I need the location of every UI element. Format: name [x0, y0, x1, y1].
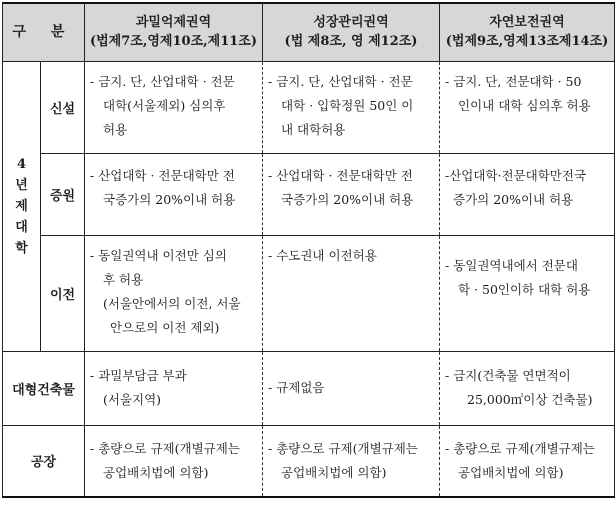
cell-line: 대학 · 입학정원 50인 이 [281, 97, 414, 113]
row-label-text: 공장 [30, 455, 57, 471]
group-label-char: 4 [16, 156, 27, 172]
cell-line: 공업배치법에 의함) [103, 464, 209, 480]
group-label-char: 학 [15, 240, 28, 256]
cell-increase-conservation [440, 153, 615, 235]
group-label-char: 년 [15, 177, 28, 193]
header-col2-title: 성장관리권역 [313, 15, 389, 31]
header-category [3, 3, 85, 61]
table-row-large-buildings [3, 351, 615, 425]
cell-line: - 규제없음 [268, 380, 325, 395]
cell-line: 학 · 50인이하 대학 허용 [458, 281, 591, 297]
table-row-relocation [3, 235, 615, 351]
row-label-increase [41, 153, 85, 235]
cell-line: (서울지역) [103, 392, 162, 407]
cell-relocation-overcrowding [85, 235, 263, 351]
cell-line: - 총량으로 규제(개별규제는 [268, 440, 418, 456]
cell-increase-growth [263, 153, 440, 235]
header-category-label: 구 분 [12, 23, 75, 40]
cell-line: - 금지(건축물 연면적이 [445, 368, 571, 383]
cell-line: - 산업대학 · 전문대학만 전 [90, 167, 235, 183]
cell-line: 국증가의 20%이내 허용 [103, 191, 236, 207]
table-row-increase [3, 153, 615, 235]
cell-line: 공업배치법에 의함) [458, 464, 564, 480]
cell-line: 증가의 20%이내 허용 [453, 191, 574, 207]
row-label-text: 이전 [49, 287, 76, 303]
row-label-text: 신설 [49, 101, 76, 117]
group-label-char: 대 [15, 219, 28, 235]
header-overcrowding-zone [85, 3, 263, 61]
header-col3-title: 자연보전권역 [489, 15, 565, 31]
header-col3-law: (법제9조,영제13조제14조) [445, 34, 609, 50]
row-label-relocation [41, 235, 85, 351]
cell-line: - 금지. 단, 산업대학 · 전문 [90, 73, 235, 89]
cell-line: - 동일권역내에서 전문대 [445, 257, 578, 273]
cell-line: 허용 [103, 121, 128, 137]
cell-line: 후 허용 [103, 271, 144, 287]
cell-line: 공업배치법에 의함) [281, 464, 387, 480]
zoning-regulation-table [2, 2, 615, 498]
cell-large-buildings-conservation [440, 351, 615, 425]
header-col1-title: 과밀억제권역 [135, 15, 212, 31]
cell-line: - 금지. 단, 전문대학 · 50 [445, 73, 582, 89]
cell-line: - 금지. 단, 산업대학 · 전문 [268, 73, 413, 89]
cell-line: - 총량으로 규제(개별규제는 [445, 440, 595, 456]
header-col2-law: (법 제8조, 영 제12조) [284, 34, 418, 50]
row-label-establishment [41, 61, 85, 153]
cell-establishment-overcrowding [85, 61, 263, 153]
cell-factories-overcrowding [85, 425, 263, 497]
row-label-large-buildings [3, 351, 85, 425]
cell-large-buildings-overcrowding [85, 351, 263, 425]
cell-line: - 총량으로 규제(개별규제는 [90, 440, 240, 456]
header-col1-law: (법제7조,영제10조,제11조) [89, 34, 258, 50]
cell-establishment-growth [263, 61, 440, 153]
group-4yr-university [3, 61, 41, 351]
cell-line: 대학(서울제외) 심의후 [103, 97, 226, 113]
cell-line: - 수도권내 이전허용 [268, 247, 377, 263]
row-label-text: 대형건축물 [12, 382, 75, 398]
table-row-factories [3, 425, 615, 497]
cell-line: (서울안에서의 이전, 서울 [103, 295, 241, 311]
cell-factories-conservation [440, 425, 615, 497]
row-label-factories [3, 425, 85, 497]
cell-establishment-conservation [440, 61, 615, 153]
cell-relocation-conservation [440, 235, 615, 351]
cell-line: - 산업대학 · 전문대학만 전 [268, 167, 413, 183]
cell-line: 안으로의 이전 제외) [110, 319, 220, 335]
cell-increase-overcrowding [85, 153, 263, 235]
table-row-establishment [3, 61, 615, 153]
cell-relocation-growth [263, 235, 440, 351]
cell-line: 내 대학허용 [281, 121, 346, 137]
cell-factories-growth [263, 425, 440, 497]
group-label-char: 제 [15, 198, 28, 214]
cell-line: 25,000㎡이상 건축물) [467, 392, 593, 407]
cell-line: - 과밀부담금 부과 [90, 368, 187, 383]
header-growth-zone [263, 3, 440, 61]
cell-large-buildings-growth [263, 351, 440, 425]
cell-line: -산업대학·전문대학만전국 [445, 167, 587, 183]
row-label-text: 증원 [49, 188, 76, 204]
cell-line: 국증가의 20%이내 허용 [281, 191, 414, 207]
cell-line: - 동일권역내 이전만 심의 [90, 247, 227, 263]
cell-line: 인이내 대학 심의후 허용 [458, 97, 591, 113]
header-conservation-zone [440, 3, 615, 61]
